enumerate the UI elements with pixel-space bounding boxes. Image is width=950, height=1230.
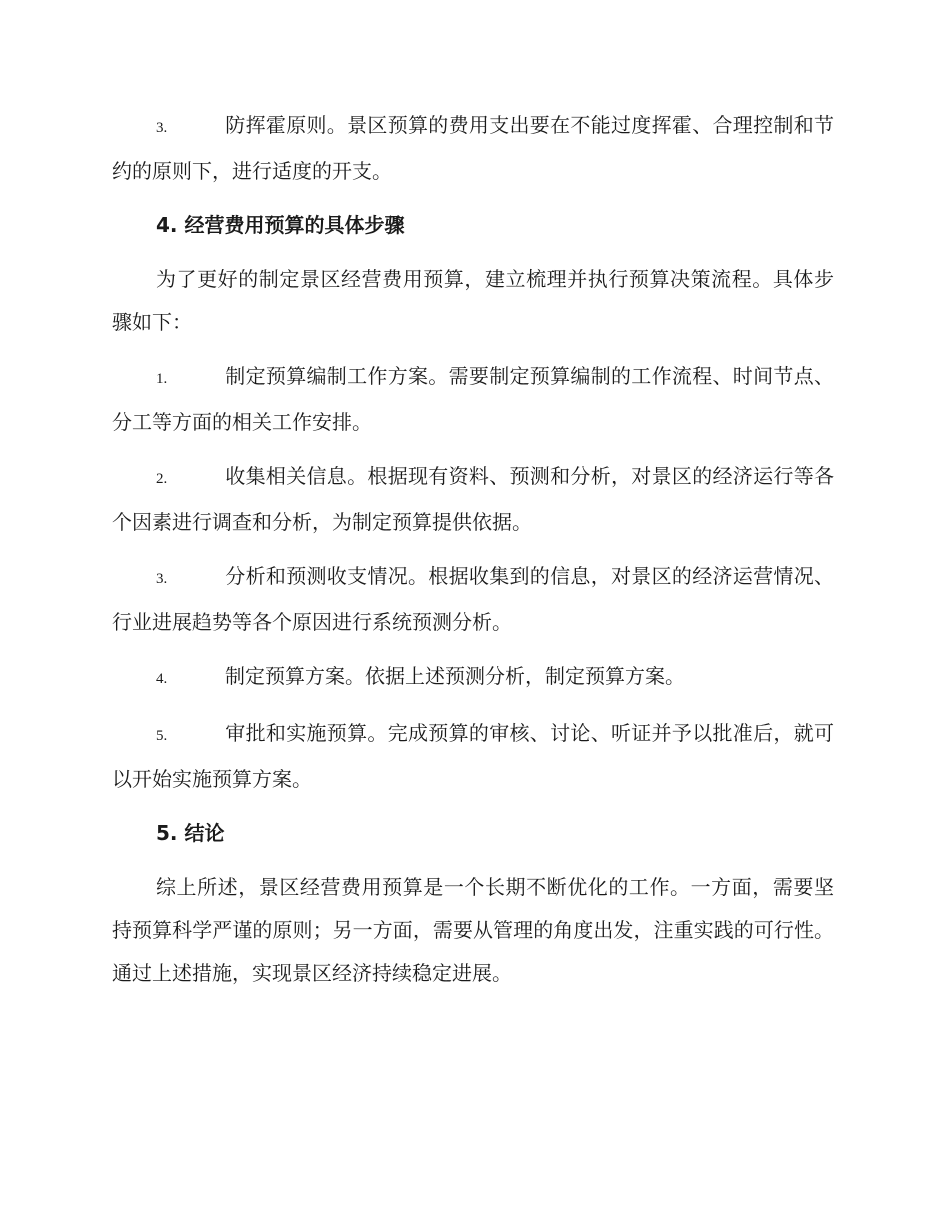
list-item xyxy=(112,555,834,644)
list-item-text: 制定预算方案。依据上述预测分析，制定预算方案。 xyxy=(225,664,685,688)
list-item-text: 收集相关信息。根据现有资料、预测和分析，对景区的经济运行等各个因素进行调查和分析，为制定预算提供依据。 xyxy=(112,464,834,534)
paragraph: 为了更好的制定景区经营费用预算，建立梳理并执行预算决策流程。具体步骤如下： xyxy=(112,267,834,334)
list-item-number: 2. xyxy=(156,471,168,487)
list-item xyxy=(112,455,834,544)
list-item-text: 防挥霍原则。景区预算的费用支出要在不能过度挥霍、合理控制和节约的原则下，进行适度的开支。 xyxy=(112,113,834,183)
list-item-number: 3. xyxy=(156,120,168,136)
list-item xyxy=(112,712,834,801)
document-body xyxy=(112,104,834,1006)
list-item-text: 制定预算编制工作方案。需要制定预算编制的工作流程、时间节点、分工等方面的相关工作安排。 xyxy=(112,364,834,434)
list-item xyxy=(112,655,834,701)
list-item xyxy=(112,104,834,193)
list-item-number: 4. xyxy=(156,671,168,687)
section-heading: 5. 结论 xyxy=(156,821,225,845)
list-item-number: 1. xyxy=(156,371,168,387)
list-item-text: 分析和预测收支情况。根据收集到的信息，对景区的经济运营情况、行业进展趋势等各个原因进行系统预测分析。 xyxy=(112,564,834,634)
list-item-text: 审批和实施预算。完成预算的审核、讨论、听证并予以批准后，就可以开始实施预算方案。 xyxy=(112,721,834,791)
list-item-number: 5. xyxy=(156,728,168,744)
paragraph: 综上所述，景区经营费用预算是一个长期不断优化的工作。一方面，需要坚持预算科学严谨的原则；另一方面，需要从管理的角度出发，注重实践的可行性。通过上述措施，实现景区经济持续稳定进展。 xyxy=(112,875,834,985)
list-item-number: 3. xyxy=(156,571,168,587)
section-heading: 4. 经营费用预算的具体步骤 xyxy=(156,213,405,237)
list-item xyxy=(112,355,834,444)
